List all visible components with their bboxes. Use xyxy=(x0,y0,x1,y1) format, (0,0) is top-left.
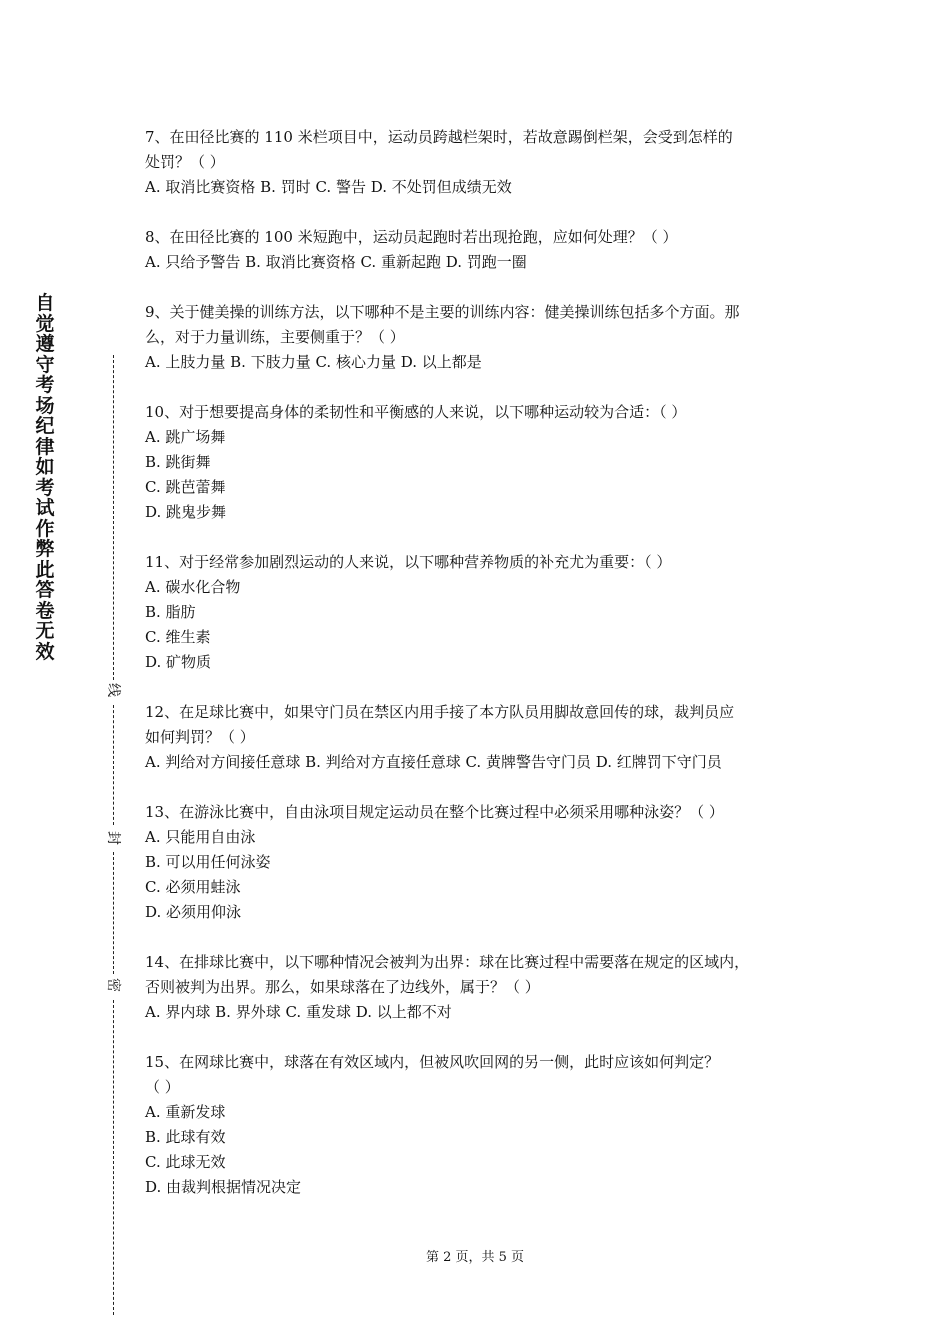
question-line: C. 跳芭蕾舞 xyxy=(145,478,226,496)
binding-line-dashed xyxy=(113,355,114,680)
binding-line-dashed xyxy=(113,1000,114,1315)
page-footer: 第 2 页，共 5 页 xyxy=(425,1250,525,1265)
question-line: B. 可以用任何泳姿 xyxy=(145,853,271,871)
question-line: C. 维生素 xyxy=(145,628,211,646)
question-line: D. 矿物质 xyxy=(145,653,212,671)
question-line: A. 重新发球 xyxy=(145,1103,226,1121)
question-text: 11、对于经常参加剧烈运动的人来说，以下哪种营养物质的补充尤为重要：（ ） xyxy=(145,553,672,571)
question-line: A. 判给对方间接任意球 B. 判给对方直接任意球 C. 黄牌警告守门员 D. 红牌罚下守门员 xyxy=(145,753,722,771)
question-line: B. 此球有效 xyxy=(145,1128,226,1146)
exam-discipline-notice: 自觉遵守考场纪律如考试作弊此答卷无效 xyxy=(35,292,55,663)
question-item xyxy=(145,800,810,925)
question-line: 么，对于力量训练，主要侧重于？（ ） xyxy=(145,328,405,346)
question-line: D. 必须用仰泳 xyxy=(145,903,242,921)
question-line: A. 取消比赛资格 B. 罚时 C. 警告 D. 不处罚但成绩无效 xyxy=(145,178,512,196)
question-list xyxy=(145,125,810,1225)
question-item xyxy=(145,125,810,200)
question-line: D. 跳鬼步舞 xyxy=(145,503,227,521)
question-item xyxy=(145,550,810,675)
seal-label-line: 线 xyxy=(104,680,124,700)
question-line: （ ） xyxy=(145,1078,180,1096)
question-line: A. 碳水化合物 xyxy=(145,578,241,596)
question-line: A. 界内球 B. 界外球 C. 重发球 D. 以上都不对 xyxy=(145,1003,452,1021)
question-text: 13、在游泳比赛中，自由泳项目规定运动员在整个比赛过程中必须采用哪种泳姿？（ ） xyxy=(145,803,724,821)
binding-line-dashed xyxy=(113,852,114,974)
question-text: 15、在网球比赛中，球落在有效区域内，但被风吹回网的另一侧，此时应该如何判定？ xyxy=(145,1053,720,1071)
question-line: D. 由裁判根据情况决定 xyxy=(145,1178,302,1196)
question-line: B. 脂肪 xyxy=(145,603,196,621)
question-line: A. 只能用自由泳 xyxy=(145,828,256,846)
question-item xyxy=(145,300,810,375)
seal-label-secret: 密 xyxy=(104,975,124,995)
question-item xyxy=(145,950,810,1025)
question-line: B. 跳街舞 xyxy=(145,453,211,471)
question-text: 9、关于健美操的训练方法，以下哪种不是主要的训练内容：健美操训练包括多个方面。那 xyxy=(145,303,740,321)
question-item xyxy=(145,225,810,275)
question-text: 8、在田径比赛的 100 米短跑中，运动员起跑时若出现抢跑，应如何处理？（ ） xyxy=(145,228,678,246)
question-line: 否则被判为出界。那么，如果球落在了边线外，属于？（ ） xyxy=(145,978,540,996)
question-line: 如何判罚？（ ） xyxy=(145,728,255,746)
question-text: 10、对于想要提高身体的柔韧性和平衡感的人来说，以下哪种运动较为合适：（ ） xyxy=(145,403,687,421)
question-item xyxy=(145,1050,810,1200)
question-item xyxy=(145,400,810,525)
question-text: 12、在足球比赛中，如果守门员在禁区内用手接了本方队员用脚故意回传的球，裁判员应 xyxy=(145,703,735,721)
question-line: C. 此球无效 xyxy=(145,1153,226,1171)
binding-line-dashed xyxy=(113,705,114,825)
question-line: A. 跳广场舞 xyxy=(145,428,226,446)
question-line: 处罚？（ ） xyxy=(145,153,225,171)
question-text: 14、在排球比赛中，以下哪种情况会被判为出界：球在比赛过程中需要落在规定的区域内， xyxy=(145,953,750,971)
question-line: C. 必须用蛙泳 xyxy=(145,878,241,896)
question-line: A. 上肢力量 B. 下肢力量 C. 核心力量 D. 以上都是 xyxy=(145,353,482,371)
seal-label-seal: 封 xyxy=(104,828,124,848)
question-item xyxy=(145,700,810,775)
question-text: 7、在田径比赛的 110 米栏项目中，运动员跨越栏架时，若故意踢倒栏架，会受到怎样的 xyxy=(145,128,733,146)
question-line: A. 只给予警告 B. 取消比赛资格 C. 重新起跑 D. 罚跑一圈 xyxy=(145,253,527,271)
